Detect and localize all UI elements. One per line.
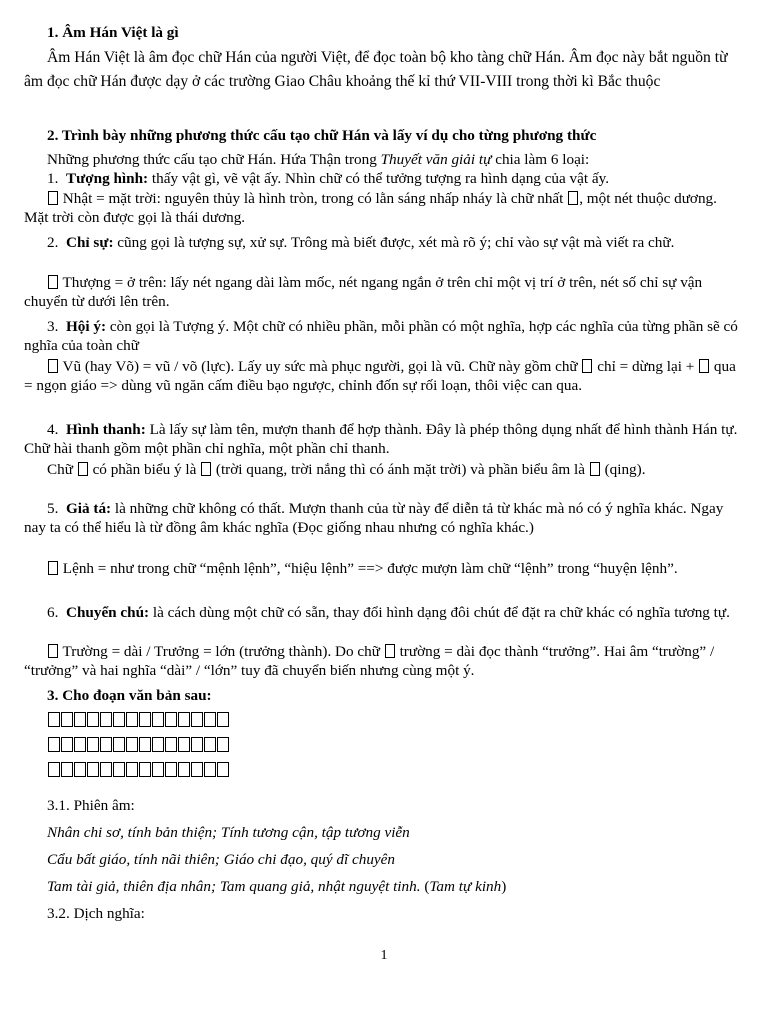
phien-am-line-1: Nhân chi sơ, tính bản thiện; Tính tương cận, tập tương viễn	[47, 824, 410, 841]
missing-glyph-icon	[201, 462, 211, 476]
section-1-paragraph: Âm Hán Việt là âm đọc chữ Hán của người Việt, để đọc toàn bộ kho tàng chữ Hán. Âm đọc này bắt nguồn từ âm đọc chữ Hán được dạy ở các trường Giao Châu khoảng thế kỉ thứ VII-VIII trong thời kì Bắc thuộc	[24, 49, 728, 90]
missing-glyph-icon	[699, 359, 709, 373]
method-2-chi-su: 2. Chỉ sự: cũng gọi là tượng sự, xử sự. Trông mà biết được, xét mà rõ ý; chỉ vào sự vật mà viết ra chữ.	[47, 234, 675, 251]
method-3-hoi-y: 3. Hội ý: còn gọi là Tượng ý. Một chữ có nhiều phần, mỗi phần có một nghĩa, hợp các nghĩa của từng phần sẽ có nghĩa của toàn chữ	[24, 318, 738, 354]
missing-glyph-icon	[48, 644, 58, 658]
method-5-example: Lệnh = như trong chữ “mệnh lệnh”, “hiệu lệnh” ==> được mượn làm chữ “lệnh” trong “huyện lệnh”.	[24, 559, 744, 578]
page-number: 1	[380, 948, 388, 963]
method-3-example: Vũ (hay Võ) = vũ / võ (lực). Lấy uy sức mà phục người, gọi là vũ. Chữ này gồm chữ chỉ = dừng lại + qua = ngọn giáo => dùng vũ ngăn cấm điều bạo ngược, chỉnh đốn sự rối loạn, thôi việc can qua.	[24, 358, 736, 394]
source-title: Tam tự kinh	[429, 878, 502, 895]
chinese-text-line-3	[47, 761, 229, 779]
method-1-example: Nhật = mặt trời: nguyên thủy là hình tròn, trong có lằn sáng nhấp nháy là chữ nhất , một nét thuộc dương. Mặt trời còn được gọi là thái dương.	[24, 190, 717, 226]
method-5-gia-ta: 5. Giả tá: là những chữ không có thất. Mượn thanh của từ này để diễn tả từ khác mà nó có ý nghĩa khác. Ngay nay ta có thể hiểu là từ đồng âm khác nghĩa (Đọc giống nhau nhưng có nghĩa khác.)	[24, 500, 724, 536]
section-1-heading: 1. Âm Hán Việt là gì	[47, 24, 179, 41]
missing-glyph-icon	[48, 561, 58, 575]
missing-glyph-icon	[590, 462, 600, 476]
missing-glyph-icon	[78, 462, 88, 476]
method-2-example: Thượng = ở trên: lấy nét ngang dài làm mốc, nét ngang ngắn ở trên chỉ một vị trí ở trên, nét số chỉ sự vận chuyển từ dưới lên trên.	[24, 274, 703, 310]
method-6-example: Trường = dài / Trưởng = lớn (trưởng thành). Do chữ trường = dài đọc thành “trưởng”. Hai âm “trường” / “trưởng” và hai nghĩa “dài” / “lớn” tuy đã chuyển biến nhưng cùng một ý.	[24, 643, 715, 679]
method-4-example: Chữ có phần biểu ý là (trời quang, trời nắng thì có ánh mặt trời) và phần biểu âm là (qing).	[47, 461, 646, 478]
missing-glyph-icon	[385, 644, 395, 658]
method-6-chuyen-chu: 6. Chuyển chú: là cách dùng một chữ có sẵn, thay đổi hình dạng đôi chút để đặt ra chữ khác có nghĩa tương tự.	[47, 604, 730, 621]
section-2-heading: 2. Trình bày những phương thức cấu tạo chữ Hán và lấy ví dụ cho từng phương thức	[47, 127, 597, 144]
section-3-heading: 3. Cho đoạn văn bản sau:	[47, 687, 212, 704]
phien-am-line-3: Tam tài giả, thiên địa nhân; Tam quang giả, nhật nguyệt tinh. (Tam tự kinh)	[47, 878, 507, 895]
chinese-text-line-2	[47, 736, 229, 754]
missing-glyph-icon	[48, 275, 58, 289]
missing-glyph-icon	[582, 359, 592, 373]
dich-nghia-label: 3.2. Dịch nghĩa:	[47, 905, 145, 922]
phien-am-line-2: Cẩu bất giáo, tính nãi thiên; Giáo chi đạo, quý dĩ chuyên	[47, 851, 395, 868]
missing-glyph-icon	[48, 191, 58, 205]
section-2-intro: Những phương thức cấu tạo chữ Hán. Hứa Thận trong Thuyết văn giải tự chia làm 6 loại:	[47, 151, 590, 168]
missing-glyph-icon	[48, 359, 58, 373]
phien-am-label: 3.1. Phiên âm:	[47, 797, 135, 814]
chinese-text-line-1	[47, 711, 229, 729]
method-4-hinh-thanh: 4. Hình thanh: Là lấy sự làm tên, mượn thanh để hợp thành. Đây là phép thông dụng nhất để hình thành Hán tự. Chữ hài thanh gồm một phần chỉ nghĩa, một phần chỉ thanh.	[24, 421, 738, 457]
missing-glyph-icon	[568, 191, 578, 205]
method-1-tuong-hinh: 1. Tượng hình: thấy vật gì, vẽ vật ấy. Nhìn chữ có thể tưởng tượng ra hình dạng của vật ấy.	[47, 170, 610, 187]
